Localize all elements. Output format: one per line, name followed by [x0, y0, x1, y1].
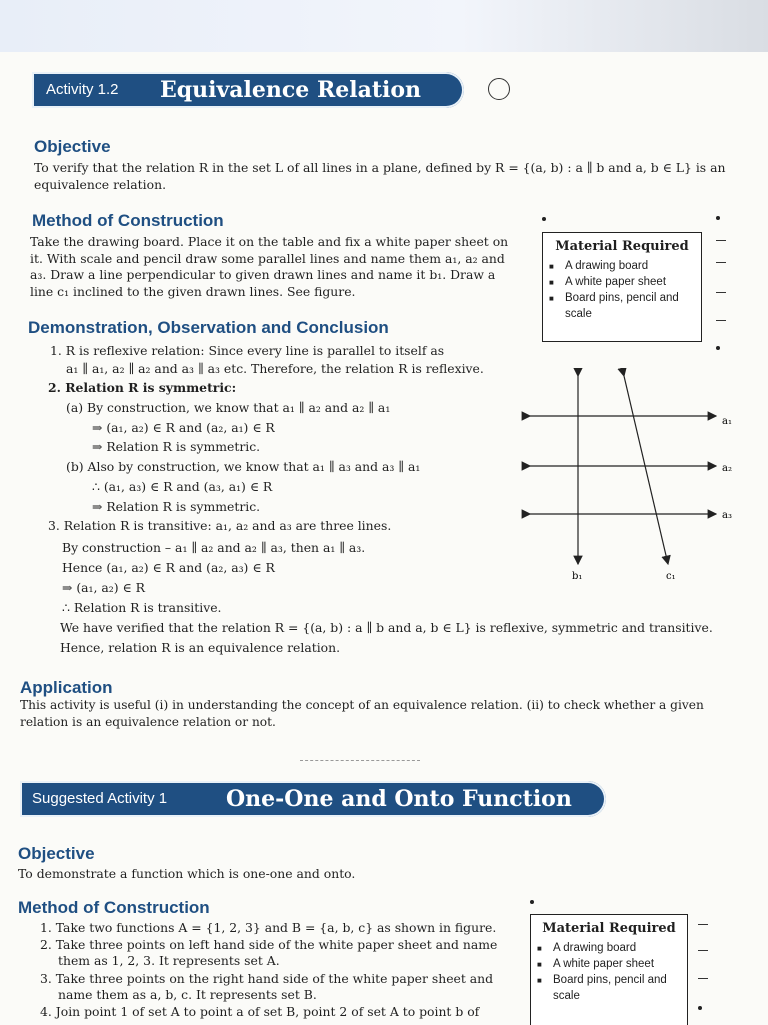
objective-text-2: To demonstrate a function which is one-one and onto. [18, 866, 356, 881]
demo-line: By construction – a₁ ∥ a₂ and a₂ ∥ a₃, then a₁ ∥ a₃. [62, 540, 366, 555]
demo-line: ⇒ Relation R is symmetric. [92, 499, 261, 514]
material-item: ■ Board pins, pencil and scale [553, 972, 687, 1004]
margin-dash [716, 320, 726, 321]
material-heading: Material Required [555, 239, 689, 254]
demo-line: 2. Relation R is symmetric: [48, 380, 237, 395]
demo-line: 3. Relation R is transitive: a₁, a₂ and a₃ are three lines. [48, 518, 392, 533]
circled-mark-icon [488, 78, 510, 100]
suggested-activity-title: One-One and Onto Function [226, 786, 572, 812]
method-heading: Method of Construction [32, 211, 224, 230]
material-list-2 [531, 940, 687, 1004]
label-b1: b₁ [572, 571, 583, 582]
suggested-activity-banner [20, 781, 606, 817]
demo-line: We have verified that the relation R = {(a, b) : a ∥ b and a, b ∈ L} is reflexive, symmetric and transitive. [60, 620, 713, 635]
material-box [542, 232, 702, 342]
activity-title: Equivalence Relation [160, 77, 422, 103]
margin-dash [698, 978, 708, 979]
demo-heading: Demonstration, Observation and Conclusion [28, 318, 389, 337]
lines-figure [520, 368, 748, 588]
demo-line: ∴ Relation R is transitive. [62, 600, 222, 615]
margin-dash [716, 292, 726, 293]
top-decoration [0, 0, 768, 52]
demo-line: ⇒ (a₁, a₂) ∈ R and (a₂, a₁) ∈ R [92, 420, 275, 435]
activity-label: Activity 1.2 [46, 81, 119, 98]
demo-line: ∴ (a₁, a₃) ∈ R and (a₃, a₁) ∈ R [92, 479, 273, 494]
line-c1 [624, 376, 668, 564]
demo-line: (b) Also by construction, we know that a₁ ∥ a₃ and a₃ ∥ a₁ [66, 459, 421, 474]
pin-dot [530, 900, 534, 904]
objective-heading: Objective [34, 137, 111, 156]
material-item: ■ A drawing board [565, 258, 701, 274]
margin-dash [716, 240, 726, 241]
margin-dash [716, 262, 726, 263]
objective-heading-2: Objective [18, 844, 95, 863]
demo-line: ⇒ Relation R is symmetric. [92, 439, 261, 454]
material-item: ■ Board pins, pencil and scale [565, 290, 701, 322]
step-line: 1. Take two functions A = {1, 2, 3} and B = {a, b, c} as shown in figure. [40, 920, 497, 935]
material-heading-2: Material Required [542, 921, 676, 936]
objective-text: To verify that the relation R in the set L of all lines in a plane, defined by R = {(a, b) : a ∥ b and a, b ∈ L} is an equivalence relation. [34, 160, 726, 192]
demo-line: a₁ ∥ a₁, a₂ ∥ a₂ and a₃ ∥ a₃ etc. Therefore, the relation R is reflexive. [66, 361, 484, 376]
label-a2: a₂ [722, 463, 732, 474]
method-heading-2: Method of Construction [18, 898, 210, 917]
material-list [543, 258, 701, 322]
pin-dot [716, 216, 720, 220]
step-line: 4. Join point 1 of set A to point a of set B, point 2 of set A to point b of [40, 1004, 480, 1019]
margin-dash [698, 950, 708, 951]
suggested-activity-label: Suggested Activity 1 [32, 790, 168, 807]
pin-dot [716, 346, 720, 350]
label-a1: a₁ [722, 416, 732, 427]
demo-line: Hence (a₁, a₂) ∈ R and (a₂, a₃) ∈ R [62, 560, 275, 575]
step-line: 2. Take three points on left hand side of the white paper sheet and name [40, 937, 498, 952]
pin-dot [542, 217, 546, 221]
demo-line: 1. R is reflexive relation: Since every line is parallel to itself as [50, 343, 445, 358]
step-line: them as 1, 2, 3. It represents set A. [58, 953, 280, 968]
step-line: name them as a, b, c. It represents set B. [58, 987, 317, 1002]
label-a3: a₃ [722, 510, 732, 521]
material-item: ■ A white paper sheet [553, 956, 687, 972]
demo-line: ⇒ (a₁, a₂) ∈ R [62, 580, 145, 595]
label-c1: c₁ [666, 571, 676, 582]
step-line: 3. Take three points on the right hand side of the white paper sheet and [40, 971, 494, 986]
pin-dot [698, 1006, 702, 1010]
demo-line: Hence, relation R is an equivalence relation. [60, 640, 341, 655]
material-item: ■ A drawing board [553, 940, 687, 956]
material-item: ■ A white paper sheet [565, 274, 701, 290]
method-text: Take the drawing board. Place it on the table and fix a white paper sheet on it. With scale and pencil draw some parallel lines and name them a₁, a₂ and a₃. Draw a line perpendicular to given drawn lines and name it b₁. Draw a line c₁ inclined to the given drawn lines. See figure. [30, 234, 509, 299]
margin-dash [698, 924, 708, 925]
application-text: This activity is useful (i) in understanding the concept of an equivalence relation. (ii) to check whether a given relation is an equivalence relation or not. [20, 698, 704, 729]
application-heading: Application [20, 678, 113, 697]
section-divider [300, 760, 420, 762]
activity-banner [32, 72, 464, 108]
material-box-2 [530, 914, 688, 1025]
demo-line: (a) By construction, we know that a₁ ∥ a₂ and a₂ ∥ a₁ [66, 400, 391, 415]
